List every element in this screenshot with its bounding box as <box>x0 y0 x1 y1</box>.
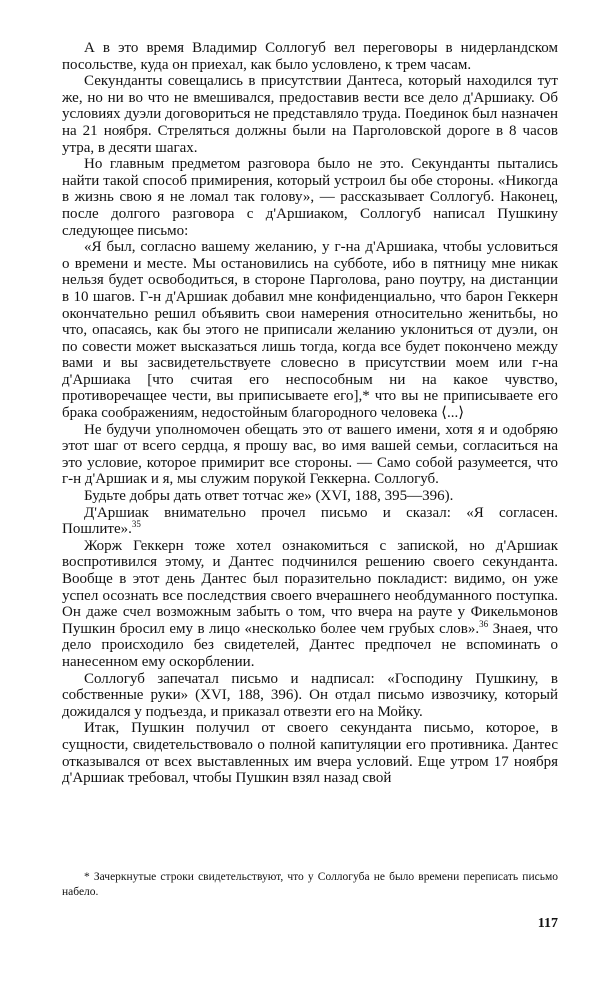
footnote-ref: 35 <box>131 519 141 530</box>
paragraph <box>62 505 558 538</box>
footnote-ref: 36 <box>479 618 489 629</box>
paragraph: Соллогуб запечатал письмо и надписал: «Господину Пушкину, в собственные руки» (XVI, 188, 396). Он отдал письмо извозчику, который дожидался у подъезда, и приказал отвезти его на Мойку. <box>62 670 558 720</box>
footnote <box>62 870 558 900</box>
paragraph: Не будучи уполномочен обещать это от вашего имени, хотя я и одобряю этот шаг от всего сердца, я прошу вас, во имя вашей семьи, согласиться на это условие, которое примирит все стороны. — Само собой разумеется, что г-н д'Аршиак и я, мы служим порукой Геккерна. Соллогуб. <box>62 421 558 488</box>
paragraph <box>62 538 558 671</box>
paragraph: Но главным предметом разговора было не это. Секунданты пытались найти такой способ примирения, который устроил бы обе стороны. «Никогда в жизнь свою я не ломал так голову», — рассказывает Соллогуб. Наконец, после долгого разговора с д'Аршиаком, Соллогуб написал Пушкину следующее письмо: <box>62 156 558 239</box>
paragraph-text: Знаея, что дело происходило без свидетелей, Дантес предпочел не вспоминать о нанесенном ему оскорблении. <box>62 620 558 670</box>
footnote-text: * Зачеркнутые строки свидетельствуют, что у Соллогуба не было времени переписать письмо набело. <box>62 871 558 898</box>
page-number: 117 <box>537 916 558 931</box>
main-text <box>62 40 558 787</box>
paragraph-text: Д'Аршиак внимательно прочел письмо и сказал: «Я согласен. Пошлите». <box>62 504 558 538</box>
paragraph: Итак, Пушкин получил от своего секунданта письмо, которое, в сущности, свидетельствовало о полной капитуляции его противника. Дантес отказывался от всех выставленных им вчера условий. Еще утром 17 ноября д'Аршиак требовал, чтобы Пушкин взял назад свой <box>62 720 558 787</box>
paragraph: А в это время Владимир Соллогуб вел переговоры в нидерландском посольстве, куда он приехал, как было условлено, к трем часам. <box>62 40 558 73</box>
paragraph: «Я был, согласно вашему желанию, у г-на д'Аршиака, чтобы условиться о времени и месте. Мы остановились на субботе, ибо в пятницу мне никак нельзя будет освободиться, в стороне Парголова, рано поутру, на дистанции в 10 шагов. Г-н д'Аршиак добавил мне конфиденциально, что барон Геккерн окончательно решил объявить свои намерения относительно женитьбы, но что, опасаясь, как бы этого не приписали желанию уклониться от дуэли, он по совести может высказаться лишь тогда, когда все будет покончено между вами и вы засвидетельствуете словесно в присутствии моем или г-на д'Аршиака [что считая его неспособным ни на какое чувство, противоречащее чести, вы приписываете его],* что вы не приписываете его брака соображениям, недостойным благородного человека ⟨...⟩ <box>62 239 558 422</box>
paragraph: Секунданты совещались в присутствии Дантеса, который находился тут же, но ни во что не вмешивался, предоставив вести все дело д'Аршиаку. Об условиях дуэли договориться не представляло труда. Поединок был назначен на 21 ноября. Стреляться должны были на Парголовской дороге в 8 часов утра, в десяти шагах. <box>62 73 558 156</box>
paragraph-text: Жорж Геккерн тоже хотел ознакомиться с запиской, но д'Аршиак воспротивился этому, и Дантес подчинился решению своего секунданта. Вообще в этот день Дантес был поразительно покладист: видимо, он уже успел осознать все последствия своего вчерашнего необдуманного поступка. Он даже счел возможным забыть о том, что вчера на рауте у Фикельмонов Пушкин бросил ему в лицо «несколько более чем грубых слов». <box>62 537 558 637</box>
paragraph: Будьте добры дать ответ тотчас же» (XVI, 188, 395—396). <box>84 488 454 505</box>
